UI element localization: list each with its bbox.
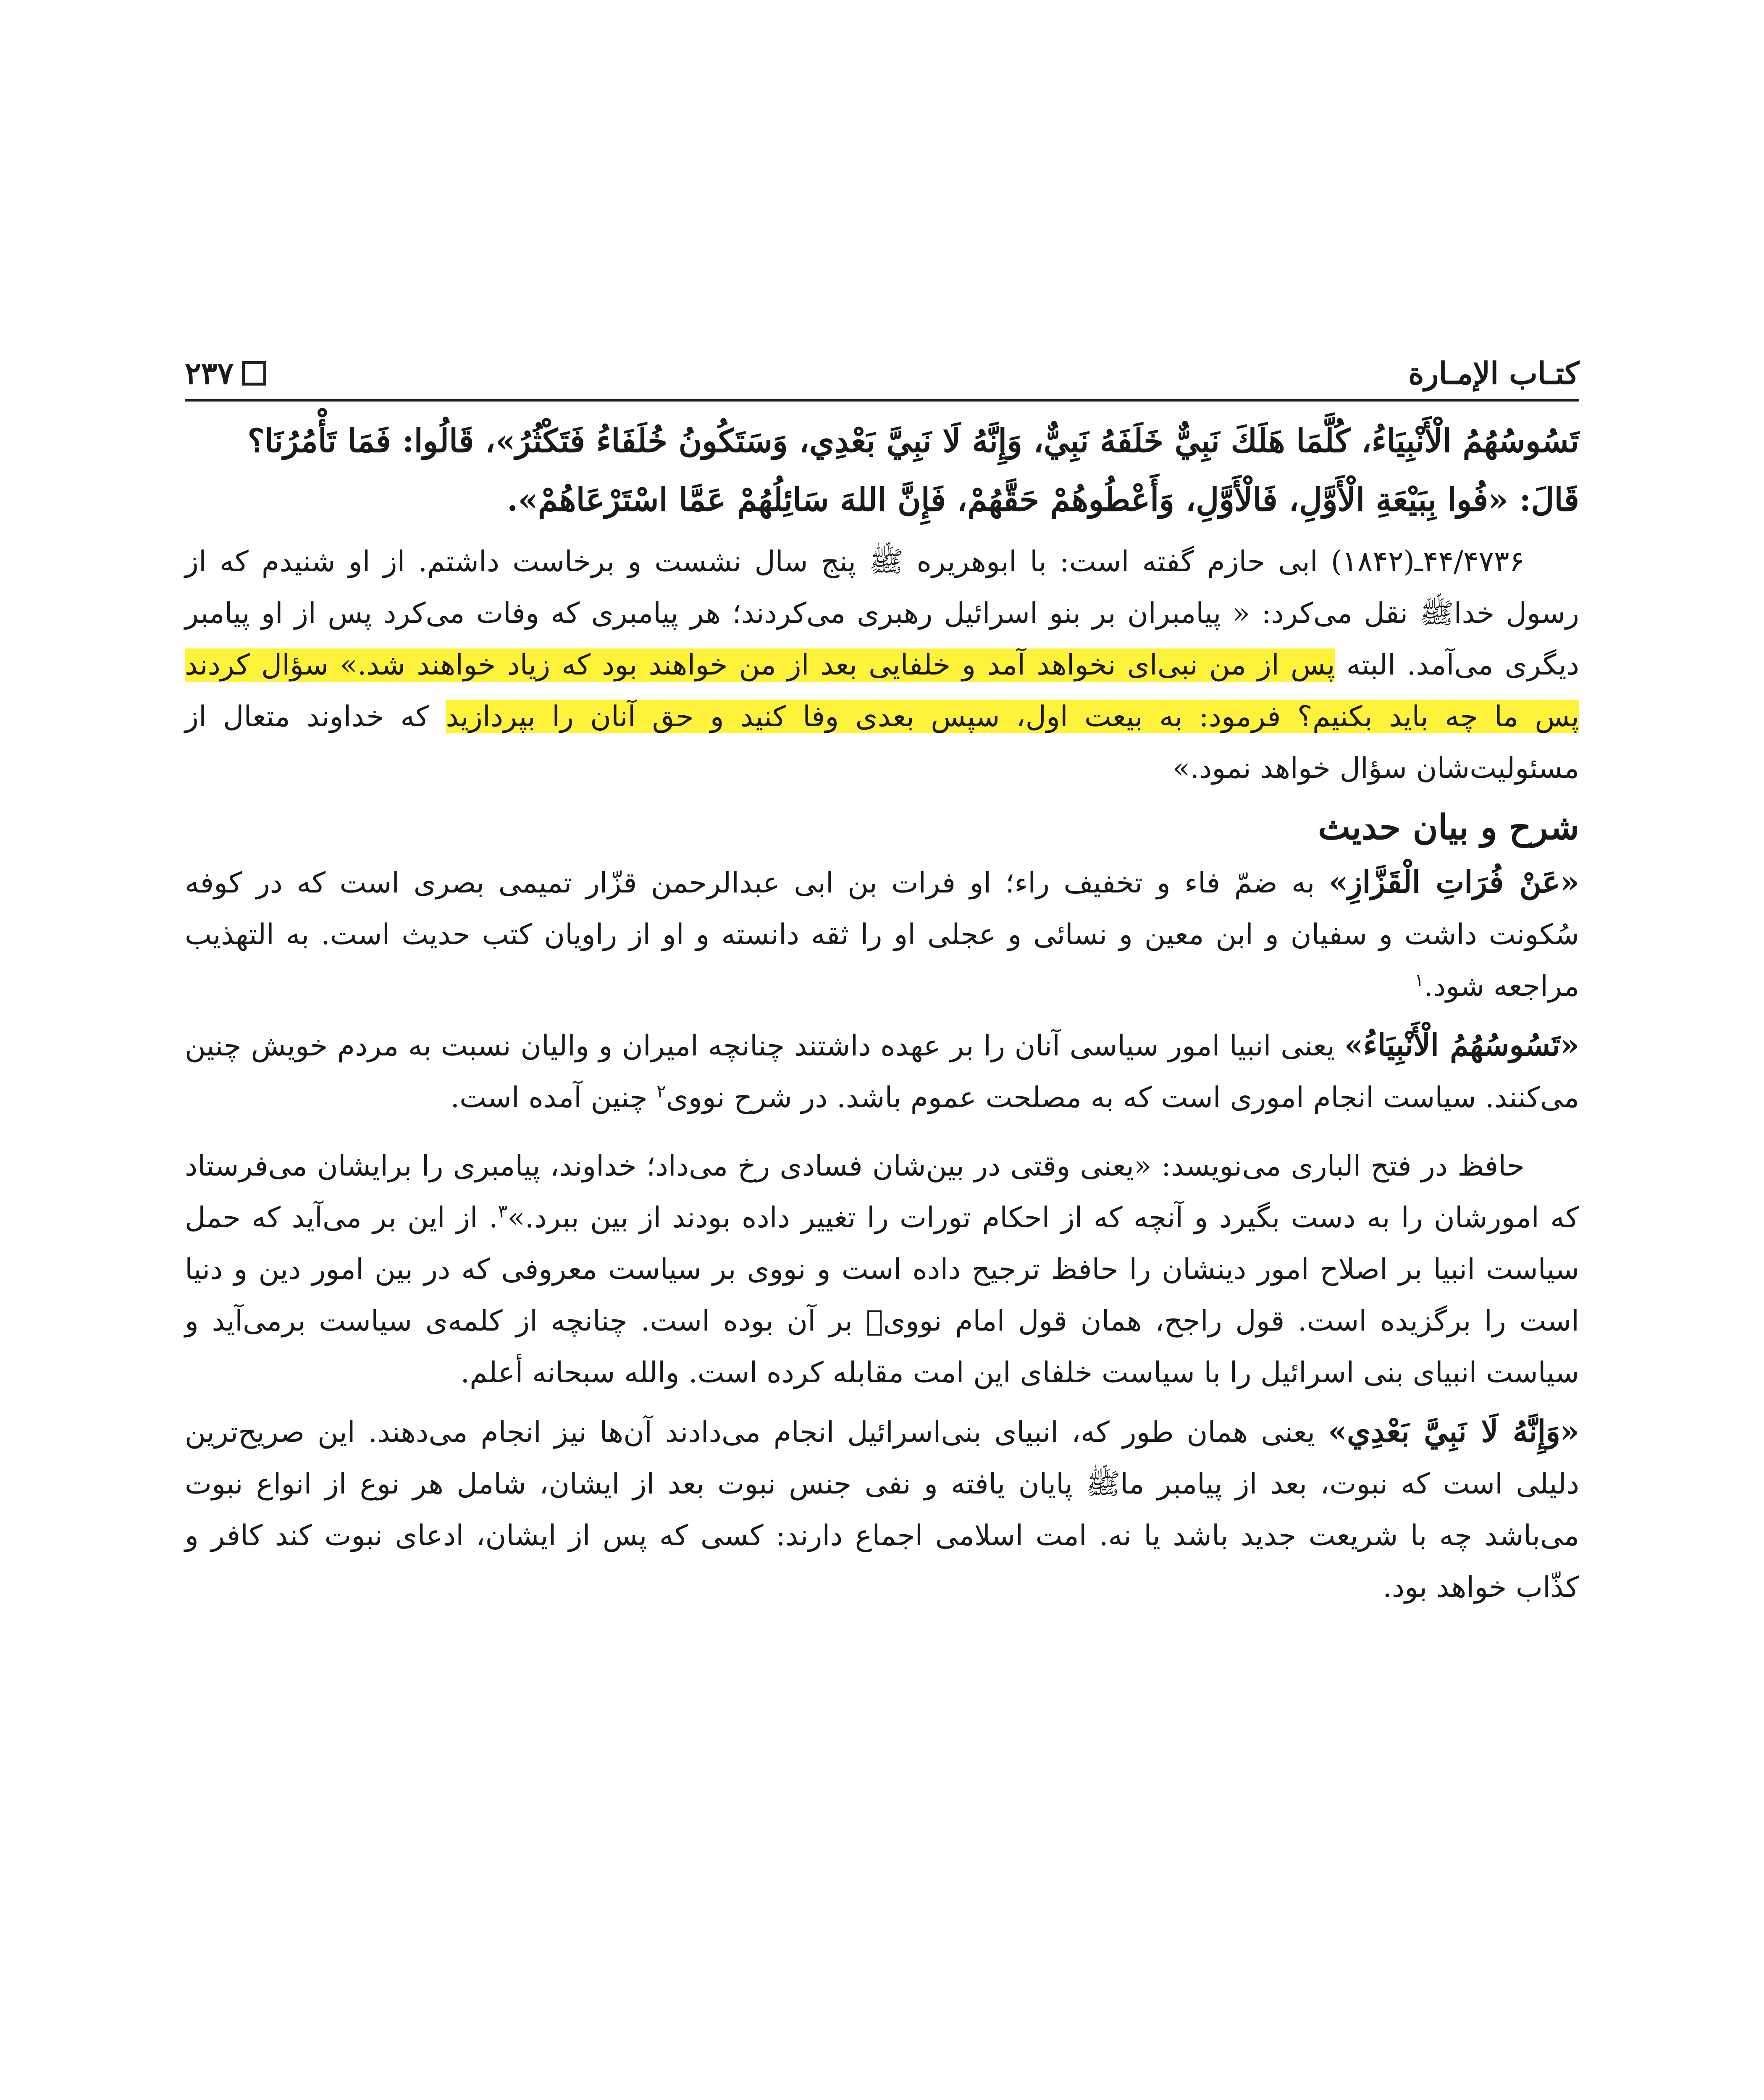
paragraph-4 bbox=[185, 1405, 1579, 1613]
paragraph-2 bbox=[185, 1019, 1579, 1124]
footnote-ref-3: ۳ bbox=[498, 1201, 508, 1222]
hadith-intro: ۴۴/۴۷۳۶ـ(۱۸۴۲) ابی حازم گفته است: با ابوهریره ﷺ پنج سال نشست و برخاست داشتم. از او شنیدم که از رسول خداﷺ نقل می‌کرد: « پیامبران بر بنو اسرائیل رهبری می‌کردند؛ هر پیامبری که وفات می‌کرد پس از او پیامبر دیگری می‌آمد. البته bbox=[185, 545, 1579, 682]
page-number bbox=[185, 355, 266, 391]
book-title: کتـاب الإمـارة bbox=[1408, 355, 1579, 391]
arabic-hadith-line-2: قَالَ: «فُوا بِبَيْعَةِ الْأَوَّلِ، فَالْأَوَّلِ، وَأَعْطُوهُمْ حَقَّهُمْ، فَإِنَّ اللهَ سَائِلُهُمْ عَمَّا اسْتَرْعَاهُمْ». bbox=[507, 481, 1579, 518]
paragraph-3-tail: . از این بر می‌آید که حمل سیاست انبیا بر اصلاح امور دینشان را حافظ ترجیح داده است و نووی بر سیاست معروفی که در بین امور دین و دنیا است را برگزیده است. قول راجح، همان قول امام نووی‌﷫ بر آن بوده است. چنانچه از کلمه‌ی سیاست برمی‌آید و سیاست انبیای بنی اسرائیل را با سیاست خلفای این امت مقابله کرده است. والله سبحانه أعلم. bbox=[185, 1201, 1579, 1389]
footnote-ref-1: ۱ bbox=[1414, 969, 1424, 990]
page-number-value: ۲۳۷ bbox=[185, 355, 234, 391]
square-icon bbox=[242, 361, 266, 386]
hadith-translation bbox=[185, 536, 1579, 794]
paragraph-3 bbox=[185, 1140, 1579, 1399]
term-2: «تَسُوسُهُمُ الْأَنْبِيَاءُ» bbox=[1344, 1027, 1579, 1063]
paragraph-1 bbox=[185, 856, 1579, 1012]
term-1: «عَنْ فُرَاتِ الْقَزَّازِ» bbox=[1328, 864, 1580, 900]
arabic-hadith-line-1: تَسُوسُهُمُ الْأَنْبِيَاءُ، كُلَّمَا هَلَكَ نَبِيٌّ خَلَفَهُ نَبِيٌّ، وَإِنَّهُ لَا نَبِيَّ بَعْدِي، وَسَتَكُونُ خُلَفَاءُ فَتَكْثُرُ»، قَالُوا: فَمَا تَأْمُرُنَا؟ bbox=[247, 422, 1579, 459]
section-heading: شرح و بیان حدیث bbox=[1318, 807, 1579, 848]
term-4: «وَإِنَّهُ لَا نَبِيَّ بَعْدِي» bbox=[1328, 1413, 1580, 1449]
hadith-rest: که خداوند متعال از مسئولیت‌شان سؤال خواهد نمود.» bbox=[185, 700, 1579, 785]
paragraph-3-text: حافظ در فتح الباری می‌نویسد: «یعنی وقتی در بین‌شان فسادی رخ می‌داد؛ خداوند، پیامبری را برایشان می‌فرستاد که امورشان را به دست بگیرد و آنچه که از احکام تورات را تغییر داده بودند از بین ببرد.» bbox=[185, 1150, 1579, 1234]
paragraph-4-text: یعنی همان طور که، انبیای بنی‌اسرائیل انجام می‌دادند آن‌ها نیز انجام می‌دهند. این صریح‌ترین دلیلی است که نبوت، بعد از پیامبر ماﷺ پایان یافته و نفی جنس نبوت بعد از ایشان، شامل هر نوع از انواع نبوت می‌باشد چه با شریعت جدید باشد یا نه. امت اسلامی اجماع دارند: کسی که پس از ایشان، ادعای نبوت کند کافر و کذّاب خواهد بود. bbox=[185, 1416, 1580, 1604]
main-text bbox=[185, 412, 1579, 1613]
paragraph-1-text: به ضمّ فاء و تخفیف راء؛ او فرات بن ابی عبدالرحمن قزّار تمیمی بصری است که در کوفه سُکونت داشت و سفیان و ابن معین و نسائی و عجلی او را ثقه دانسته و او از راویان کتب حدیث است. به التهذیب مراجعه شود. bbox=[185, 866, 1580, 1003]
running-header bbox=[185, 353, 1579, 402]
highlighted-passage: پس از من نبی‌ای نخواهد آمد و خلفایی بعد از من خواهند بود که زیاد خواهند شد.» سؤال کردند پس ما چه باید بکنیم؟ فرمود: به بیعت اول، سپس بعدی وفا کنید و حق آنان را بپردازید bbox=[185, 648, 1579, 733]
paragraph-2-text: یعنی انبیا امور سیاسی آنان را بر عهده داشتند چنانچه امیران و والیان نسبت به مردم خویش چنین می‌کنند. سیاست انجام اموری است که به مصلحت عموم باشد. در شرح نووی bbox=[185, 1029, 1579, 1114]
paragraph-2-tail: چنین آمده است. bbox=[450, 1081, 657, 1114]
footnote-ref-2: ۲ bbox=[656, 1081, 666, 1102]
